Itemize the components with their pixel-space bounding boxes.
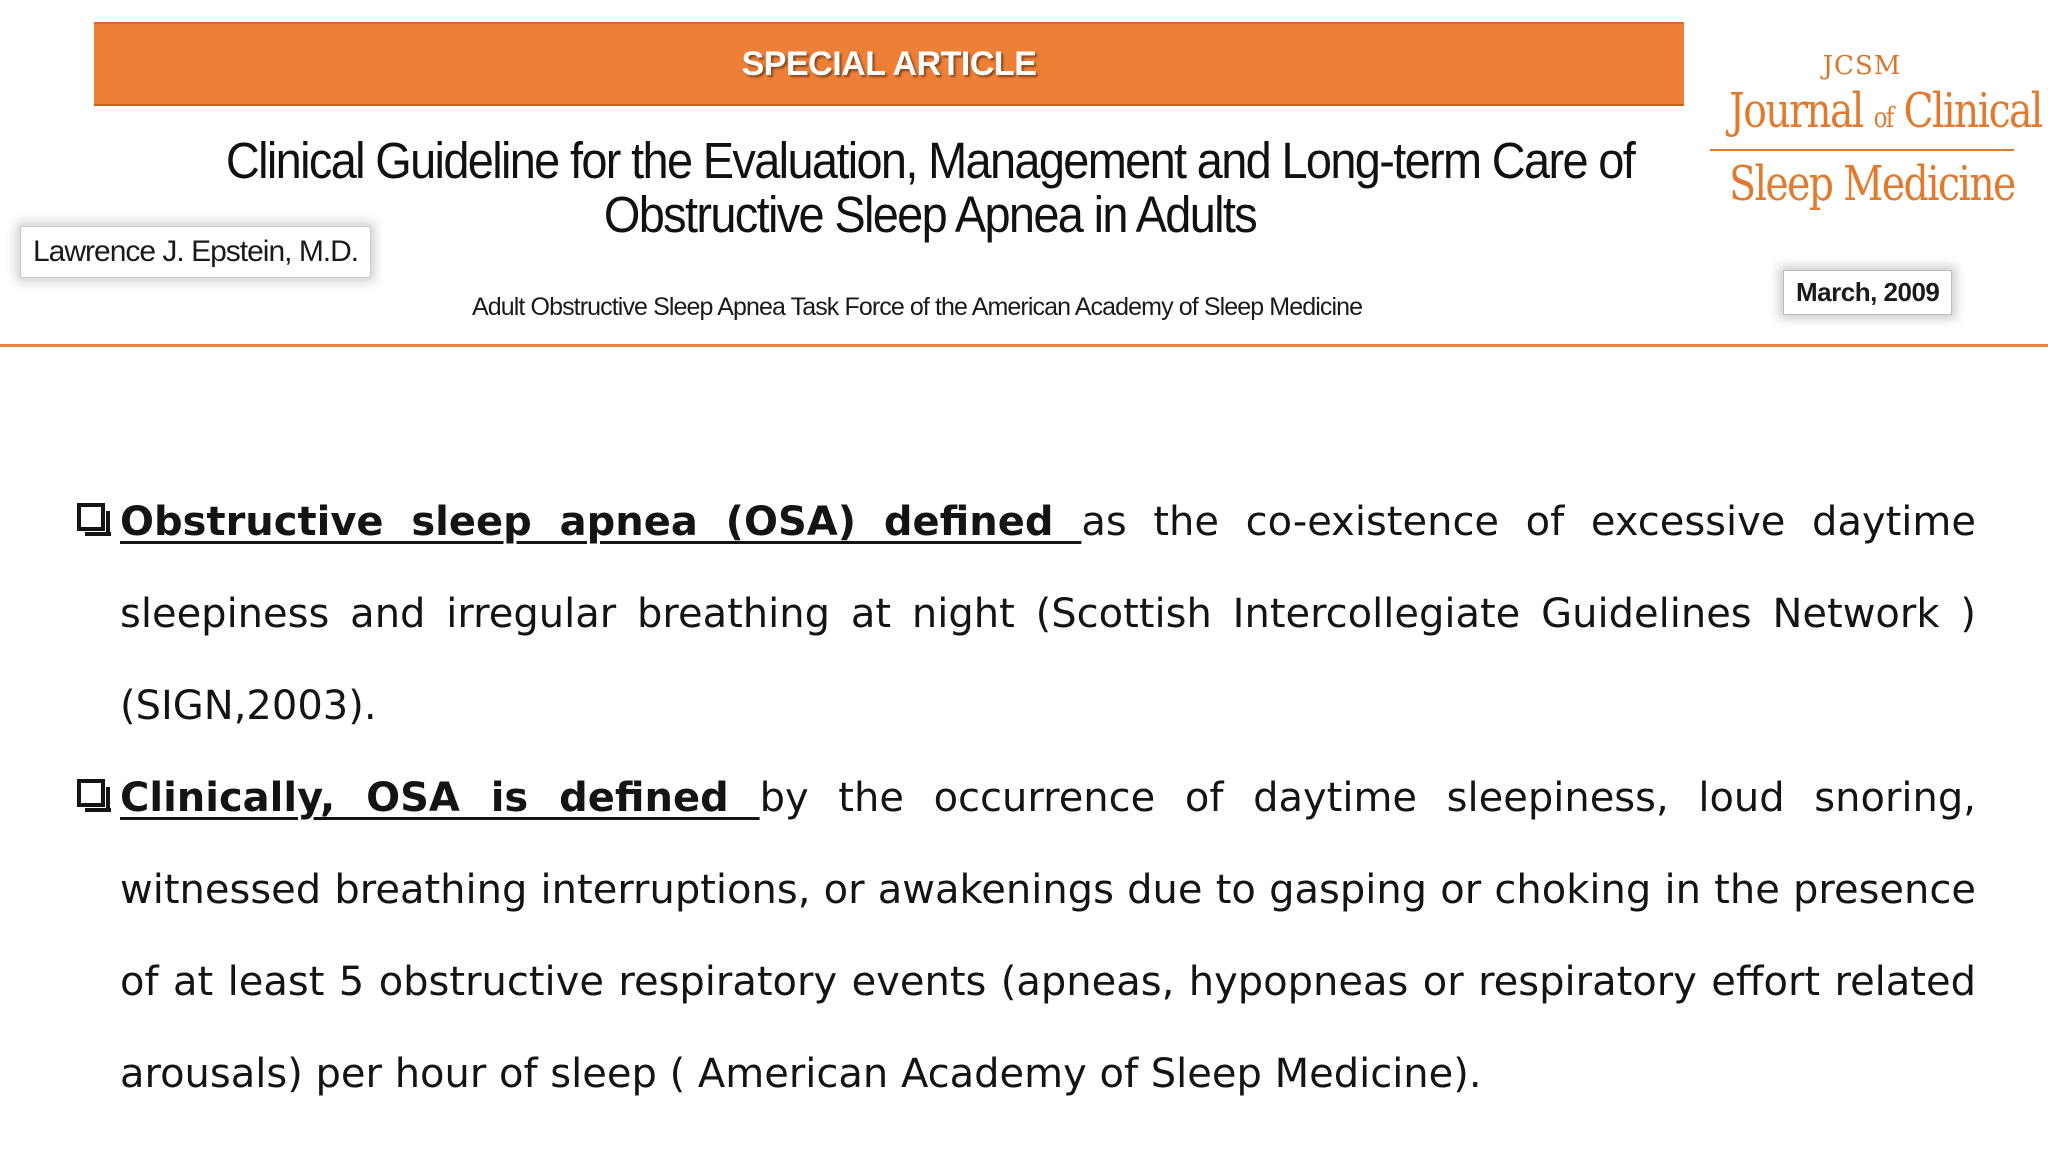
journal-word-journal: Journal [1729,83,1863,139]
journal-name-line1 [1729,82,2042,147]
banner-label: SPECIAL ARTICLE [741,44,1037,83]
publication-date: March, 2009 [1783,270,1952,315]
journal-word-clinical: Clinical [1903,83,2042,139]
checkbox-icon [77,779,105,807]
header-divider [0,344,2048,347]
definition-item-clinical [74,752,1976,1120]
definition-list [74,476,1976,1120]
definition-term: Obstructive sleep apnea (OSA) defined [120,499,1082,545]
definition-text: as the co-existence of excessive daytime sleepiness and irregular breathing at night (Scottish Intercollegiate Guidelines Network ) (SIGN,2003). [120,499,1976,729]
journal-divider [1710,149,2014,151]
definition-item-osa [74,476,1976,752]
article-title-line1: Clinical Guideline for the Evaluation, Management and Long-term Care of [225,132,1635,189]
author-label: Lawrence J. Epstein, M.D. [20,226,371,278]
journal-name-line2: Sleep Medicine [1729,156,2015,212]
journal-word-of: of [1873,101,1893,134]
journal-abbr: JCSM [1822,51,1902,81]
task-force-label: Adult Obstructive Sleep Apnea Task Force of the American Academy of Sleep Medicine [472,293,1363,321]
definition-text: by the occurrence of daytime sleepiness, loud snoring, witnessed breathing interruptions, or awakenings due to gasping or choking in the presence of at least 5 obstructive respiratory events (apneas, hypopneas or respiratory effort related arousals) per hour of sleep ( American Academy of Sleep Medicine). [120,775,1976,1097]
journal-logo [1700,50,2042,213]
article-title-line2: Obstructive Sleep Apnea in Adults [603,186,1257,243]
definition-term: Clinically, OSA is defined [120,775,760,821]
article-title [212,134,1647,242]
special-article-banner [94,22,1684,106]
checkbox-icon [77,503,105,531]
